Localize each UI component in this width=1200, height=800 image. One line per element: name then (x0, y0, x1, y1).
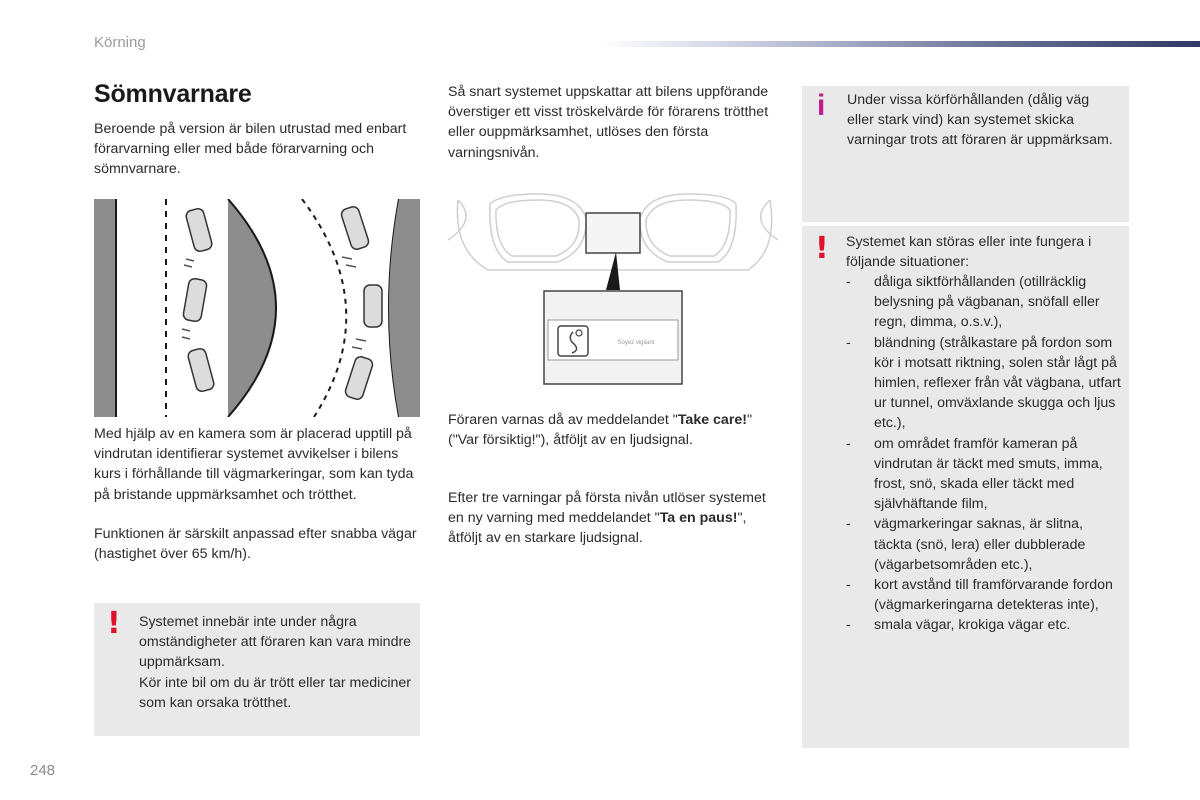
warning-line-1: Systemet innebär inte under några omständigheter att föraren kan vara mindre uppmärksam. (139, 614, 412, 671)
section-title: Körning (94, 34, 146, 51)
warning-box-conditions (802, 226, 1129, 748)
warning-box-attention (94, 603, 420, 736)
speed-paragraph: Funktionen är särskilt anpassad efter snabba vägar (hastighet över 65 km/h). (94, 526, 417, 563)
list-item: - dåliga siktförhållanden (otillräcklig belysning på vägbanan, snöfall eller regn, dimma, o.s.v.), (846, 274, 1100, 331)
second-warning-message: Ta en paus! (659, 510, 738, 527)
threshold-paragraph: Så snart systemet uppskattar att bilens uppförande överstiger ett visst tröskelvärde för förarens trötthet eller ouppmärksamhet, utlöses den första varningsnivån. (448, 84, 769, 161)
list-item: - om området framför kameran på vindrutan är täckt med smuts, imma, frost, snö, skada eller täckt med självhäftande film, (846, 435, 1103, 513)
exclamation-icon: ! (107, 606, 121, 641)
info-text: Under vissa körförhållanden (dålig väg eller stark vind) kan systemet skicka varningar trots att föraren är uppmärksam. (847, 92, 1113, 149)
first-warning-post: " ("Var försiktig!"), åtföljt av en ljudsignal. (448, 412, 753, 449)
conditions-list (846, 272, 1124, 636)
lane-drift-illustration (94, 199, 420, 417)
first-warning-paragraph (448, 410, 778, 450)
list-item: - kort avstånd till framförvarande fordon (vägmarkeringarna detekteras inte), (846, 577, 1113, 614)
warning-text (139, 612, 414, 713)
display-message: Soyez vigilant (617, 340, 655, 346)
intro-paragraph: Beroende på version är bilen utrustad med enbart förarvarning eller med både förarvarning och sömnvarnare. (94, 121, 407, 178)
second-warning-post: ", åtföljt av en starkare ljudsignal. (448, 510, 747, 547)
list-item: - vägmarkeringar saknas, är slitna, täckta (snö, lera) eller dubblerade (vägarbetsområden etc.), (846, 516, 1086, 573)
conditions-intro: Systemet kan störas eller inte fungera i följande situationer: (846, 234, 1092, 271)
camera-paragraph: Med hjälp av en kamera som är placerad upptill på vindrutan identifierar systemet avvikelser i bilens kurs i förhållande till vägmarkeringar, som kan tyda på bristande uppmärksamhet och trötthet. (94, 426, 414, 503)
header-bar (600, 41, 1200, 47)
page-number: 248 (30, 762, 56, 779)
exclamation-icon: ! (815, 231, 829, 266)
info-icon: i (817, 89, 826, 122)
first-warning-message: Take care! (677, 412, 747, 428)
page-title: Sömnvarnare (94, 80, 252, 108)
warning-line-2: Kör inte bil om du är trött eller tar mediciner som kan orsaka trötthet. (139, 674, 412, 711)
second-warning-paragraph (448, 488, 778, 549)
second-warning-pre: Efter tre varningar på första nivån utlöser systemet en ny varning med meddelandet " (448, 490, 766, 527)
list-item: - smala vägar, krokiga vägar etc. (846, 617, 1071, 634)
list-item: - bländning (strålkastare på fordon som kör i motsatt riktning, solen står lågt på himlen, reflexer från våt vägbana, utfart ur tunnel, omväxlande skugga och ljus etc.), (846, 334, 1121, 432)
first-warning-pre: Föraren varnas då av meddelandet " (448, 412, 678, 428)
info-box (802, 86, 1129, 222)
instrument-panel-illustration (448, 180, 778, 390)
